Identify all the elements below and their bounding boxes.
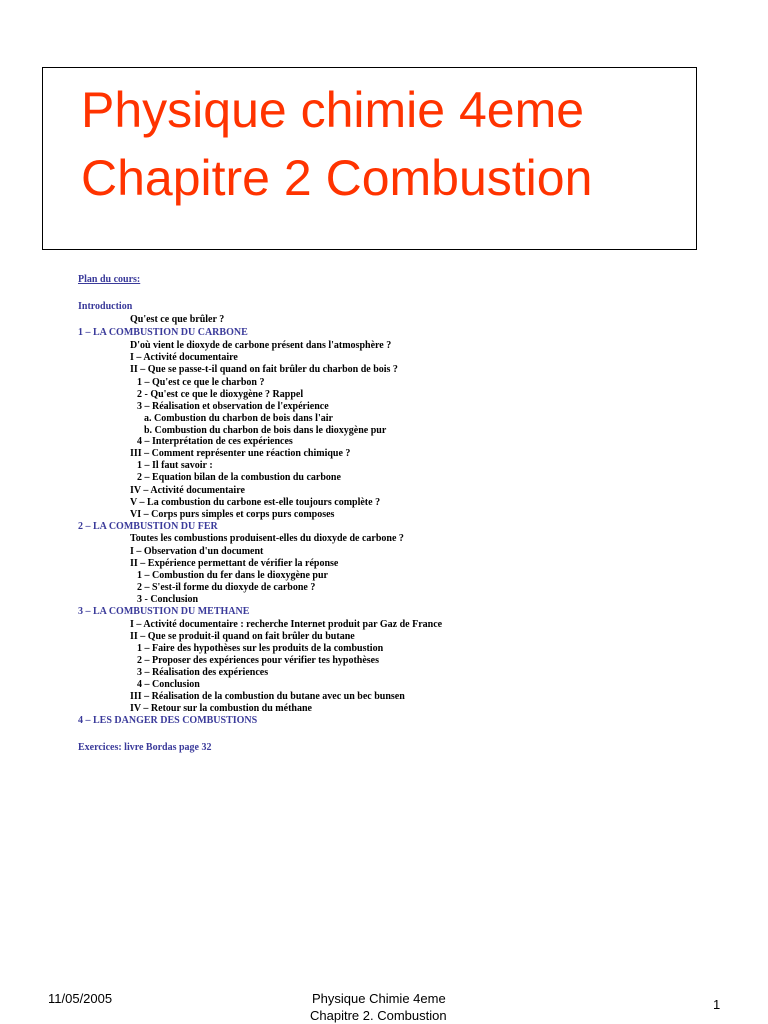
plan-item: II – Que se produit-il quand on fait brûler du butane — [130, 631, 355, 642]
plan-item: 4 – Interprétation de ces expériences — [137, 436, 293, 447]
section-heading: 3 – LA COMBUSTION DU METHANE — [78, 606, 250, 617]
footer-course-title: Physique Chimie 4eme — [312, 991, 446, 1006]
plan-item: 2 – Equation bilan de la combustion du carbone — [137, 472, 341, 483]
section-heading: 4 – LES DANGER DES COMBUSTIONS — [78, 715, 258, 726]
plan-heading: Plan du cours: — [78, 274, 141, 285]
plan-item: IV – Activité documentaire — [130, 485, 245, 496]
plan-item: I – Observation d'un document — [130, 546, 264, 557]
plan-item: 3 – Réalisation des expériences — [137, 667, 269, 678]
plan-item: 2 - Qu'est ce que le dioxygène ? Rappel — [137, 389, 304, 400]
plan-item: II – Que se passe-t-il quand on fait brûler du charbon de bois ? — [130, 364, 398, 375]
plan-item: Toutes les combustions produisent-elles du dioxyde de carbone ? — [130, 533, 404, 544]
plan-item: 1 – Faire des hypothèses sur les produits de la combustion — [137, 643, 384, 654]
page-number: 1 — [713, 997, 721, 1012]
plan-item: Qu'est ce que brûler ? — [130, 314, 225, 325]
title-line-1: Physique chimie 4eme — [81, 82, 585, 138]
section-heading: 1 – LA COMBUSTION DU CARBONE — [78, 327, 248, 338]
title-box — [42, 67, 697, 250]
plan-item: 2 – Proposer des expériences pour vérifier tes hypothèses — [137, 655, 380, 666]
plan-item: I – Activité documentaire : recherche Internet produit par Gaz de France — [130, 619, 443, 630]
plan-item: 3 – Réalisation et observation de l'expérience — [137, 401, 329, 412]
section-heading: 2 – LA COMBUSTION DU FER — [78, 521, 218, 532]
plan-item: III – Réalisation de la combustion du butane avec un bec bunsen — [130, 691, 405, 702]
plan-item: 4 – Conclusion — [137, 679, 200, 690]
plan-item: 2 – S'est-il forme du dioxyde de carbone ? — [137, 582, 316, 593]
introduction-heading: Introduction — [78, 301, 133, 312]
plan-item: VI – Corps purs simples et corps purs composes — [130, 509, 335, 520]
plan-item: 1 – Combustion du fer dans le dioxygène pur — [137, 570, 328, 581]
exercices-line: Exercices: livre Bordas page 32 — [78, 742, 212, 753]
plan-item: IV – Retour sur la combustion du méthane — [130, 703, 312, 714]
title-line-2: Chapitre 2 Combustion — [81, 150, 593, 206]
plan-item: D'où vient le dioxyde de carbone présent dans l'atmosphère ? — [130, 340, 392, 351]
plan-item: 1 – Qu'est ce que le charbon ? — [137, 377, 265, 388]
footer-date: 11/05/2005 — [48, 991, 113, 1006]
plan-item: II – Expérience permettant de vérifier la réponse — [130, 558, 339, 569]
plan-item: V – La combustion du carbone est-elle toujours complète ? — [130, 497, 381, 508]
plan-item: 1 – Il faut savoir : — [137, 460, 213, 471]
plan-item: I – Activité documentaire — [130, 352, 238, 363]
plan-item: III – Comment représenter une réaction chimique ? — [130, 448, 351, 459]
plan-item: b. Combustion du charbon de bois dans le dioxygène pur — [144, 425, 387, 436]
plan-item: a. Combustion du charbon de bois dans l'air — [144, 413, 333, 424]
plan-item: 3 - Conclusion — [137, 594, 199, 605]
footer-chapter: Chapitre 2. Combustion — [310, 1008, 447, 1023]
